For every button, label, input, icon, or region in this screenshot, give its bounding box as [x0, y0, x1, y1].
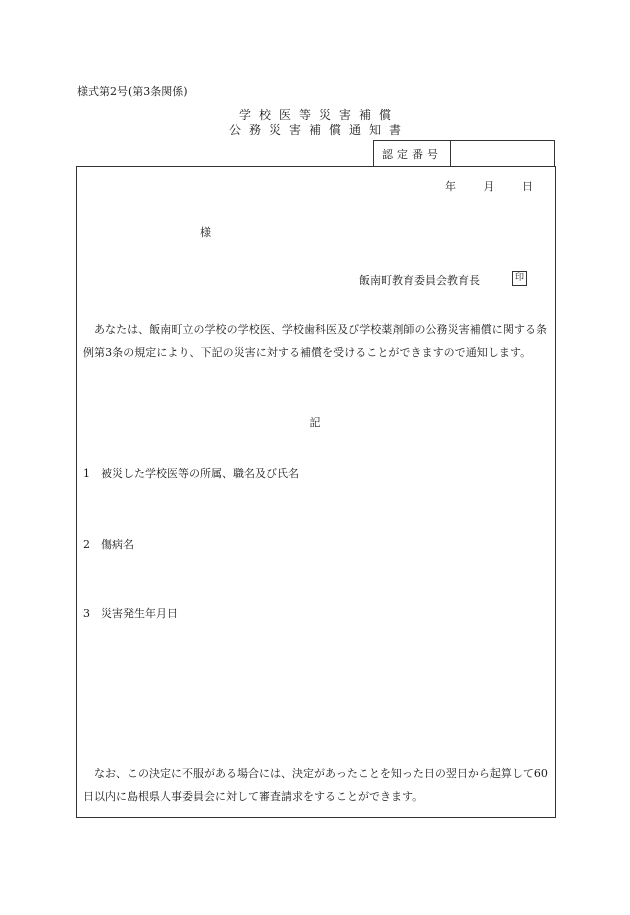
year-label: 年: [445, 180, 456, 193]
document-title-line-2: 公務災害補償通知書: [228, 123, 409, 137]
appeal-notice-paragraph: なお、この決定に不服がある場合には、決定があったことを知った日の翌日から起算して60日以内に島根県人事委員会に対して審査請求をすることができます。: [83, 767, 548, 803]
item-accident-date: [83, 605, 178, 621]
addressee-honorific: 様: [200, 226, 211, 239]
item-number: 1: [83, 467, 90, 480]
document-title-line-1: 学校医等災害補償: [238, 108, 399, 122]
ki-heading: 記: [309, 416, 321, 429]
intro-paragraph: あなたは、飯南町立の学校の学校医、学校歯科医及び学校薬剤師の公務災害補償に関する条例第3条の規定により、下記の災害に対する補償を受けることができますので通知します。: [83, 323, 548, 359]
certification-number-label: 認定番号: [374, 141, 451, 166]
item-injury: [83, 536, 134, 552]
date-line: [445, 178, 533, 194]
item-label: 災害発生年月日: [101, 607, 178, 620]
seal-mark: 印: [512, 271, 527, 286]
notice-frame: [76, 166, 556, 818]
certification-number-box: [373, 140, 555, 166]
item-number: 3: [83, 607, 90, 620]
item-label: 傷病名: [101, 538, 134, 551]
item-number: 2: [83, 538, 90, 551]
month-label: 月: [483, 180, 495, 193]
day-label: 日: [522, 180, 533, 193]
item-affiliation: [83, 465, 299, 481]
certification-number-value: [451, 141, 554, 166]
item-label: 被災した学校医等の所属、職名及び氏名: [101, 467, 299, 480]
form-number: 様式第2号(第3条関係): [77, 85, 188, 98]
issuer-name: 飯南町教育委員会教育長: [359, 274, 480, 287]
